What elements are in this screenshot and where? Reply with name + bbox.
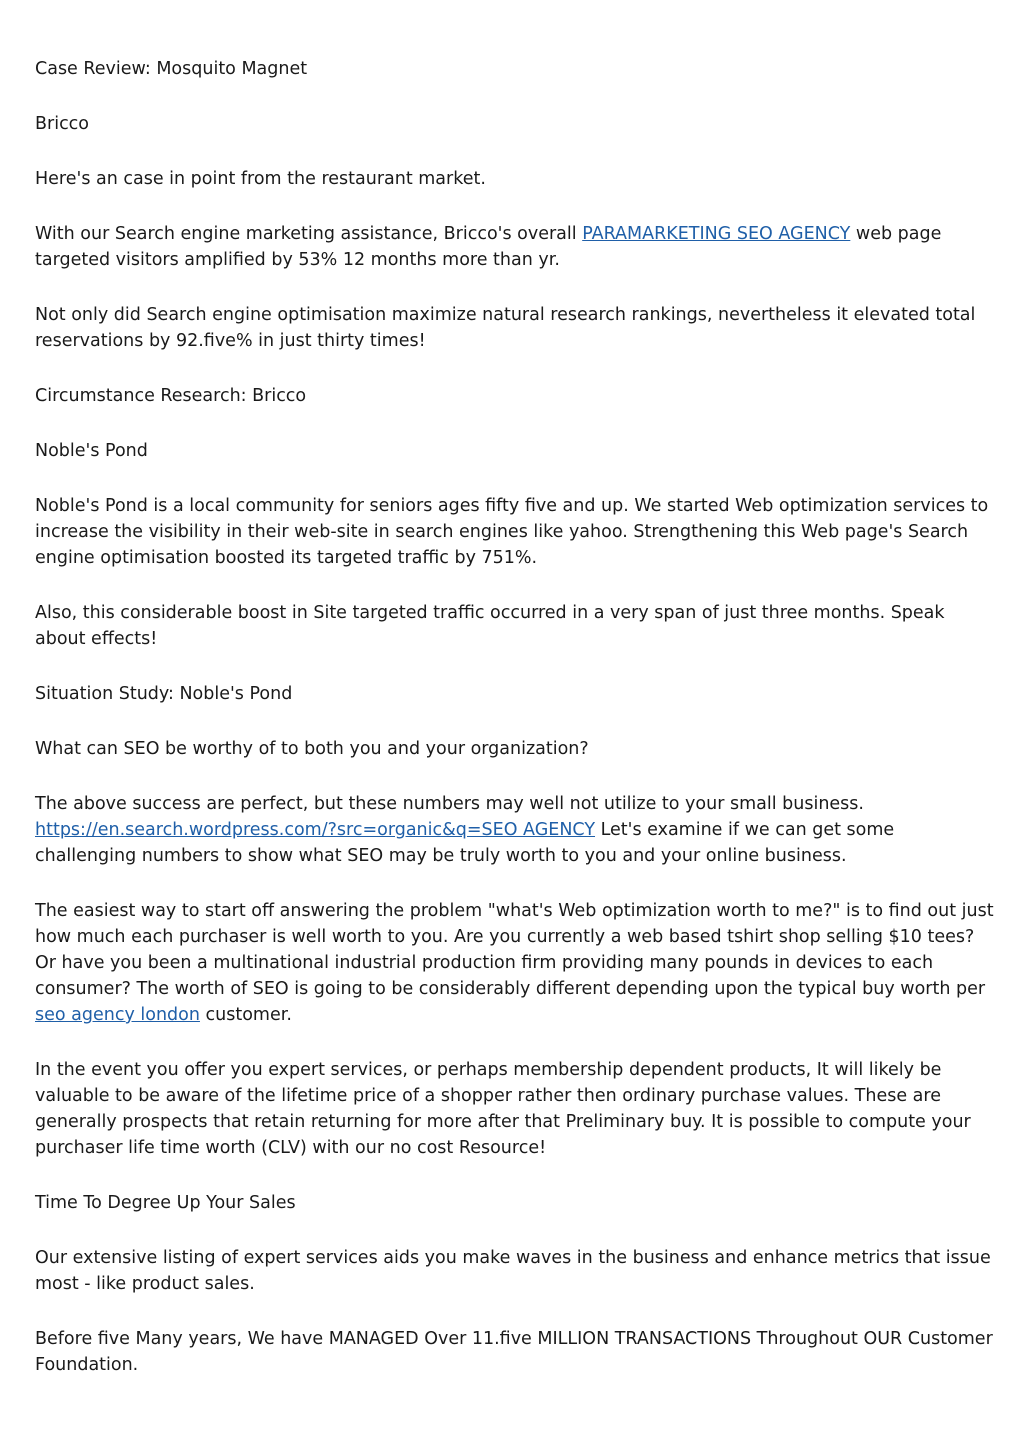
paragraph-transactions-managed: Before five Many years, We have MANAGED Over 11.five MILLION TRANSACTIONS Throughout OUR Customer Foundation. [35, 1329, 993, 1375]
heading-nobles-pond: Noble's Pond [35, 441, 148, 461]
paragraph-seo-worth-answer [35, 898, 995, 1028]
heading-circumstance-research-bricco: Circumstance Research: Bricco [35, 386, 307, 406]
paragraph-nobles-pond-community: Noble's Pond is a local community for seniors ages fifty five and up. We started Web optimization services to increase the visibility in their web-site in search engines like yahoo. Strengthening this Web page's Search engine optimisation boosted its targeted traffic by 751%. [35, 496, 989, 568]
paragraph-success-numbers [35, 791, 995, 869]
heading-bricco: Bricco [35, 114, 90, 134]
link-wordpress-search[interactable]: https://en.search.wordpress.com/?src=organic&q=SEO AGENCY [35, 820, 596, 840]
paragraph-text: With our Search engine marketing assistance, Bricco's overall [35, 224, 583, 244]
paragraph-expert-services: Our extensive listing of expert services aids you make waves in the business and enhance metrics that issue most - like product sales. [35, 1248, 991, 1294]
link-paramarketing-seo-agency[interactable]: PARAMARKETING SEO AGENCY [582, 224, 851, 244]
heading-situation-study-nobles-pond: Situation Study: Noble's Pond [35, 684, 293, 704]
paragraph-bricco-reservations: Not only did Search engine optimisation maximize natural research rankings, nevertheless it elevated total reservations by 92.five% in just thirty times! [35, 305, 976, 351]
paragraph-restaurant-example: Here's an case in point from the restaurant market. [35, 169, 486, 189]
heading-case-review-mosquito-magnet: Case Review: Mosquito Magnet [35, 59, 308, 79]
document-body [35, 56, 995, 1407]
link-seo-agency-london[interactable]: seo agency london [35, 1005, 200, 1025]
paragraph-nobles-pond-effects: Also, this considerable boost in Site targeted traffic occurred in a very span of just three months. Speak about effects! [35, 603, 945, 649]
heading-seo-worth-question: What can SEO be worthy of to both you and your organization? [35, 739, 589, 759]
paragraph-text: customer. [199, 1005, 292, 1025]
paragraph-text: The easiest way to start off answering the problem "what's Web optimization worth to me?" is to find out just how much each purchaser is well worth to you. Are you currently a web based tshirt shop selling $10 tees? Or have you been a multinational industrial production firm providing many pounds in devices to each consumer? The worth of SEO is going to be considerably different depending upon the typical buy worth per [35, 901, 994, 999]
paragraph-text: Let's examine if we can get some challenging numbers to show what SEO may be truly worth to you and your online business. [35, 820, 895, 866]
paragraph-bricco-traffic [35, 221, 995, 273]
paragraph-text: The above success are perfect, but these numbers may well not utilize to your small business. [35, 794, 864, 814]
paragraph-customer-lifetime-value: In the event you offer you expert services, or perhaps membership dependent products, It will likely be valuable to be aware of the lifetime price of a shopper rather then ordinary purchase values. These are generally prospects that retain returning for more after that Preliminary buy. It is possible to compute your purchaser life time worth (CLV) with our no cost Resource! [35, 1060, 971, 1158]
paragraph-text: web page targeted visitors amplified by 53% 12 months more than yr. [35, 224, 942, 270]
heading-level-up-sales: Time To Degree Up Your Sales [35, 1193, 296, 1213]
